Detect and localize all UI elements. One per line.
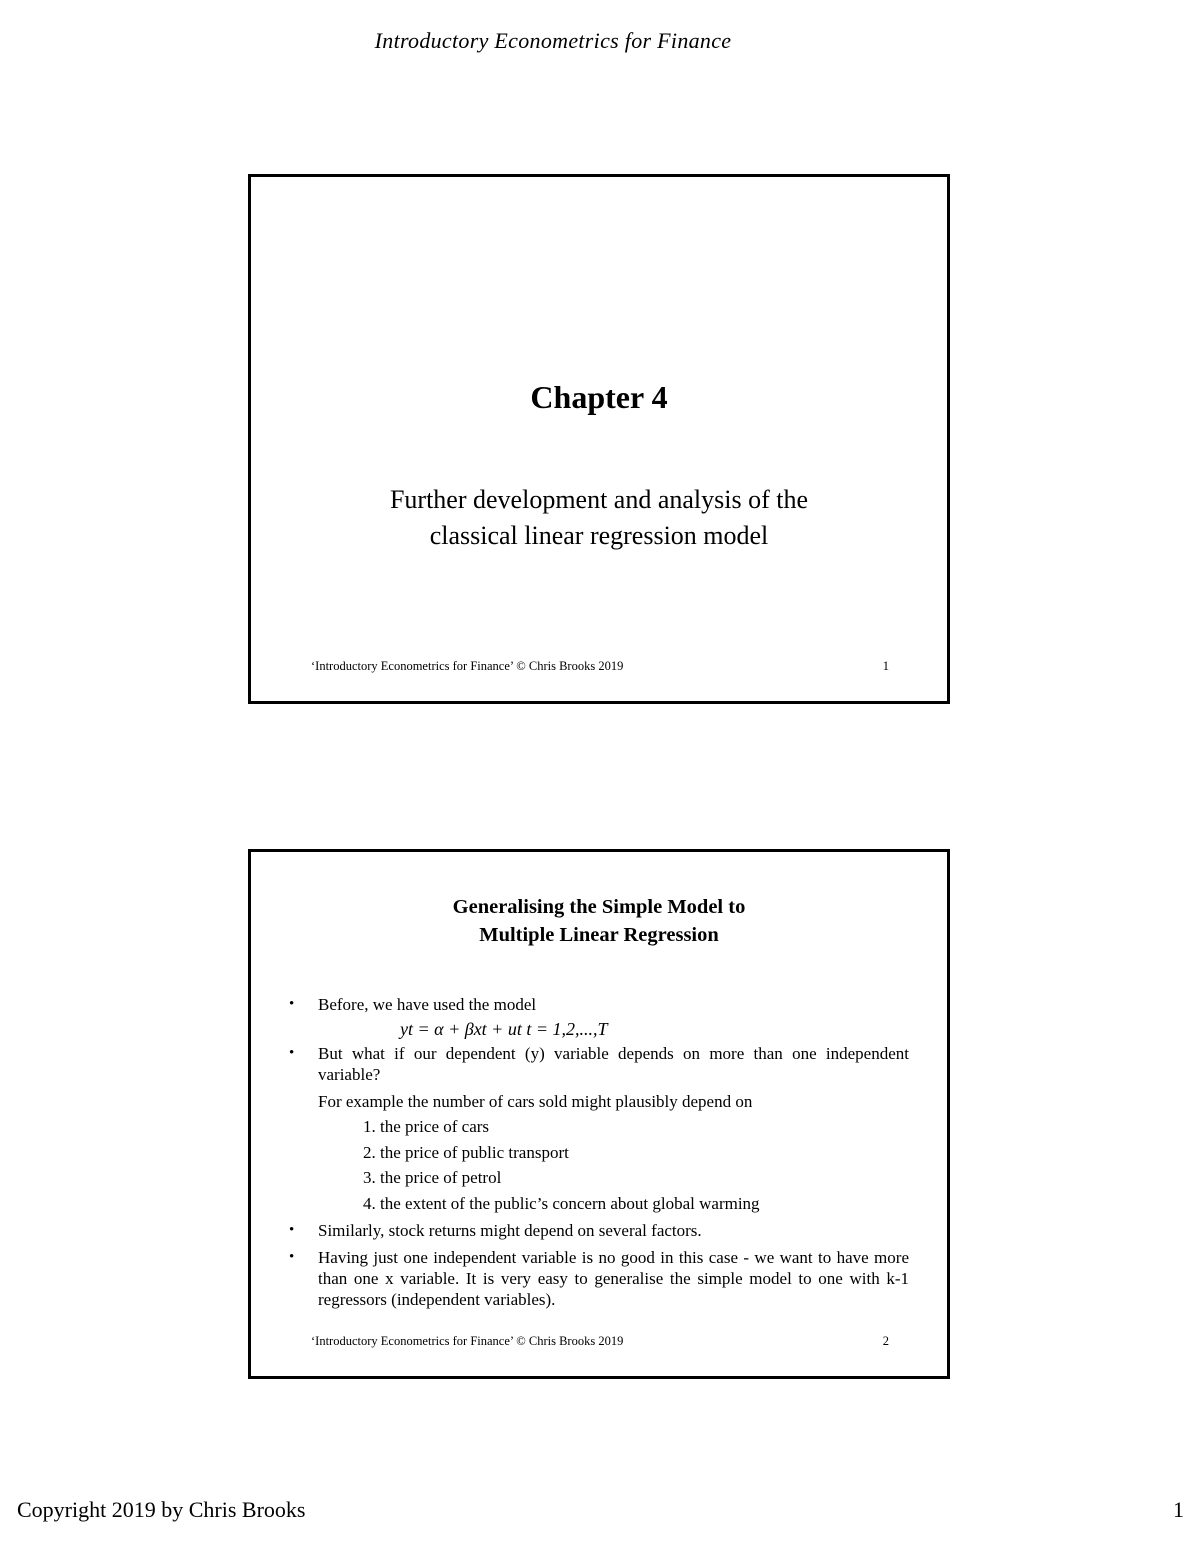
bullet-icon: • bbox=[289, 1222, 295, 1238]
example-intro: For example the number of cars sold might plausibly depend on bbox=[318, 1092, 753, 1111]
slide-footer bbox=[311, 1334, 889, 1352]
regression-formula bbox=[289, 1015, 909, 1043]
bullet-text: Before, we have used the model bbox=[318, 995, 537, 1014]
bullet-item bbox=[289, 1247, 909, 1310]
running-header: Introductory Econometrics for Finance bbox=[374, 28, 732, 53]
list-item: 4. the extent of the public’s concern about global warming bbox=[363, 1193, 760, 1213]
bullet-icon: • bbox=[289, 996, 295, 1012]
slide-1 bbox=[248, 174, 950, 704]
bullet-item bbox=[289, 994, 909, 1015]
slide-footer bbox=[311, 659, 889, 677]
page-number: 1 bbox=[1173, 1497, 1184, 1522]
bullet-item bbox=[289, 1043, 909, 1085]
bullet-text: Similarly, stock returns might depend on several factors. bbox=[318, 1221, 702, 1240]
copyright-notice: Copyright 2019 by Chris Brooks bbox=[17, 1497, 306, 1522]
slide-footer-text: ‘Introductory Econometrics for Finance’ © Chris Brooks 2019 bbox=[311, 1334, 624, 1348]
bullet-text: But what if our dependent (y) variable depends on more than one independent variable? bbox=[318, 1044, 909, 1084]
chapter-subtitle bbox=[251, 482, 947, 554]
list-item: 2. the price of public transport bbox=[363, 1142, 569, 1162]
list-item: 3. the price of petrol bbox=[363, 1168, 502, 1187]
bullet-item bbox=[289, 1220, 909, 1241]
slide-page-number: 1 bbox=[882, 659, 889, 673]
slide-2 bbox=[248, 849, 950, 1379]
list-item: 1. the price of cars bbox=[363, 1117, 490, 1136]
bullet-icon: • bbox=[289, 1045, 295, 1061]
chapter-title: Chapter 4 bbox=[530, 379, 668, 415]
subtitle-line-1: Further development and analysis of the bbox=[389, 485, 809, 514]
bullet-text: Having just one independent variable is no good in this case - we want to have more than one x variable. It is very easy to generalise the simple model to one with k-1 regressors (independent variables). bbox=[318, 1248, 909, 1309]
slide-title bbox=[251, 893, 947, 949]
bullet-icon: • bbox=[289, 1249, 295, 1265]
slide-page-number: 2 bbox=[882, 1334, 889, 1348]
slide-body bbox=[289, 994, 909, 1310]
formula-text: yt = α + βxt + ut t = 1,2,...,T bbox=[400, 1019, 608, 1039]
slide-title-line-2: Multiple Linear Regression bbox=[479, 924, 719, 946]
slide-footer-text: ‘Introductory Econometrics for Finance’ © Chris Brooks 2019 bbox=[311, 659, 624, 673]
subtitle-line-2: classical linear regression model bbox=[429, 521, 769, 550]
slide-title-line-1: Generalising the Simple Model to bbox=[452, 896, 746, 918]
